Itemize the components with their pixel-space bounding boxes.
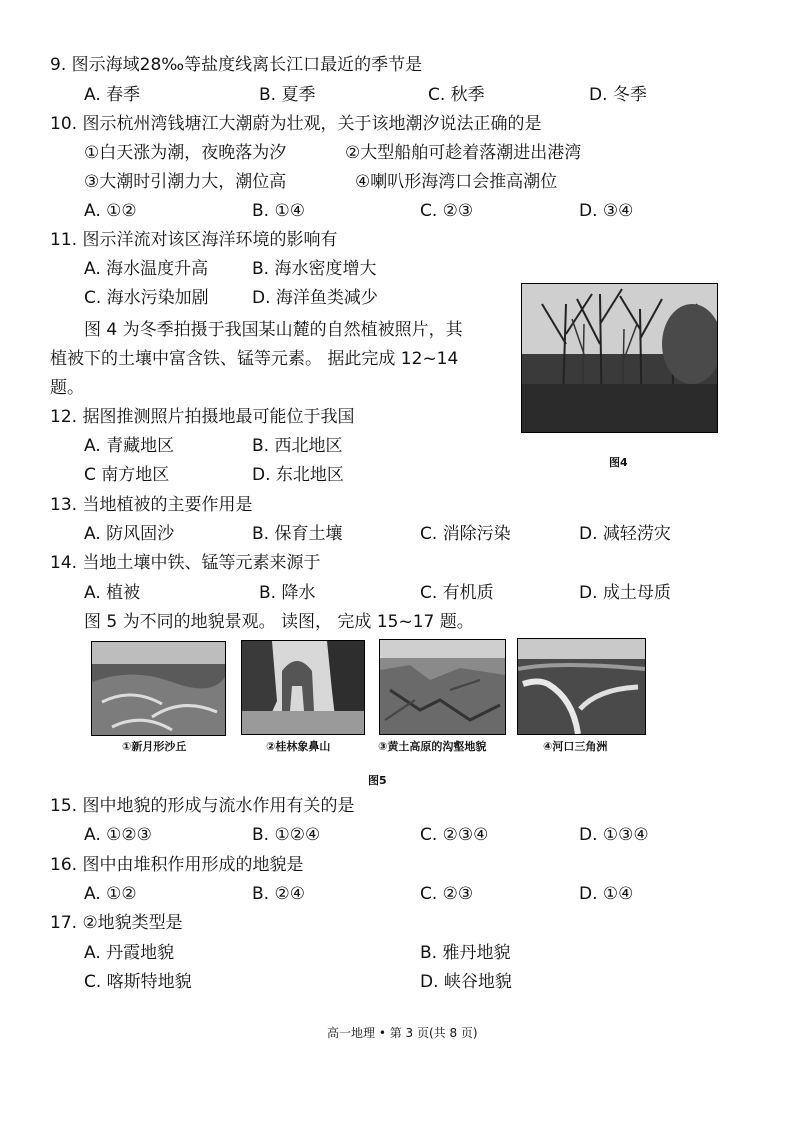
figure-5-photo-3: [379, 639, 506, 735]
q9-option-b: B. 夏季: [259, 85, 316, 105]
figure-5-label-1: ①新月形沙丘: [122, 740, 187, 753]
figure-4-photo: [521, 283, 718, 433]
q14-option-a: A. 植被: [84, 583, 141, 603]
figure-4-intro-line-2: 植被下的土壤中富含铁、锰等元素。 据此完成 12~14: [50, 349, 459, 369]
q16-option-d: D. ①④: [579, 884, 634, 904]
figure-4-caption: 图4: [609, 456, 628, 469]
q12-option-b: B. 西北地区: [252, 436, 343, 456]
question-12-stem: 12. 据图推测照片拍摄地最可能位于我国: [50, 407, 355, 427]
question-16-stem: 16. 图中由堆积作用形成的地貌是: [50, 855, 304, 875]
q13-option-d: D. 减轻涝灾: [579, 524, 671, 544]
q12-option-c: C 南方地区: [84, 465, 170, 485]
q9-option-a: A. 春季: [84, 85, 141, 105]
q10-option-a: A. ①②: [84, 201, 137, 221]
elephant-trunk-hill-image: [242, 641, 364, 734]
q17-option-a: A. 丹霞地貌: [84, 943, 175, 963]
q12-option-d: D. 东北地区: [252, 465, 344, 485]
figure-5-label-4: ④河口三角洲: [543, 740, 608, 753]
q14-option-b: B. 降水: [259, 583, 316, 603]
winter-trees-image: [522, 284, 717, 432]
question-17-stem: 17. ②地貌类型是: [50, 913, 183, 933]
q10-option-d: D. ③④: [579, 201, 634, 221]
q13-option-a: A. 防风固沙: [84, 524, 175, 544]
loess-gully-image: [380, 640, 505, 734]
q14-option-d: D. 成土母质: [579, 583, 671, 603]
q13-option-b: B. 保育土壤: [252, 524, 343, 544]
figure-5-label-3: ③黄土高原的沟壑地貌: [378, 740, 487, 753]
q17-option-c: C. 喀斯特地貌: [84, 972, 192, 992]
q10-statement-1: ①白天涨为潮，夜晚落为汐: [84, 143, 287, 163]
q11-option-c: C. 海水污染加剧: [84, 288, 209, 308]
figure-5-intro: 图 5 为不同的地貌景观。 读图， 完成 15~17 题。: [84, 612, 474, 632]
page-footer: 高一地理 • 第 3 页(共 8 页): [327, 1026, 478, 1040]
q10-option-c: C. ②③: [420, 201, 474, 221]
question-15-stem: 15. 图中地貌的形成与流水作用有关的是: [50, 796, 355, 816]
q13-option-c: C. 消除污染: [420, 524, 511, 544]
q15-option-d: D. ①③④: [579, 825, 649, 845]
q16-option-c: C. ②③: [420, 884, 474, 904]
question-14-stem: 14. 当地土壤中铁、锰等元素来源于: [50, 553, 321, 573]
question-10-stem: 10. 图示杭州湾钱塘江大潮蔚为壮观，关于该地潮汐说法正确的是: [50, 114, 542, 134]
q17-option-d: D. 峡谷地貌: [420, 972, 512, 992]
q11-option-b: B. 海水密度增大: [252, 259, 377, 279]
q9-option-c: C. 秋季: [428, 85, 485, 105]
figure-5-photo-2: [241, 640, 365, 735]
q10-statement-3: ③大潮时引潮力大，潮位高: [84, 172, 287, 192]
question-13-stem: 13. 当地植被的主要作用是: [50, 495, 253, 515]
q12-option-a: A. 青藏地区: [84, 436, 175, 456]
sand-dune-image: [92, 642, 225, 735]
q15-option-b: B. ①②④: [252, 825, 321, 845]
q17-option-b: B. 雅丹地貌: [420, 943, 511, 963]
figure-5-caption: 图5: [368, 774, 387, 787]
q15-option-a: A. ①②③: [84, 825, 152, 845]
figure-4-intro-line-3: 题。: [50, 378, 84, 398]
q10-option-b: B. ①④: [252, 201, 305, 221]
q9-option-d: D. 冬季: [589, 85, 647, 105]
q10-statement-2: ②大型船舶可趁着落潮进出港湾: [345, 143, 582, 163]
figure-4-intro-line-1: 图 4 为冬季拍摄于我国某山麓的自然植被照片，其: [84, 320, 463, 340]
q11-option-a: A. 海水温度升高: [84, 259, 209, 279]
question-9-stem: 9. 图示海域28‰等盐度线离长江口最近的季节是: [50, 55, 423, 75]
figure-5-photo-1: [91, 641, 226, 736]
q14-option-c: C. 有机质: [420, 583, 494, 603]
q16-option-b: B. ②④: [252, 884, 305, 904]
q15-option-c: C. ②③④: [420, 825, 489, 845]
question-11-stem: 11. 图示洋流对该区海洋环境的影响有: [50, 230, 338, 250]
q16-option-a: A. ①②: [84, 884, 137, 904]
q10-statement-4: ④喇叭形海湾口会推高潮位: [355, 172, 558, 192]
figure-5-photo-4: [517, 638, 646, 735]
figure-5-label-2: ②桂林象鼻山: [266, 740, 331, 753]
river-delta-image: [518, 639, 645, 734]
q11-option-d: D. 海洋鱼类减少: [252, 288, 378, 308]
